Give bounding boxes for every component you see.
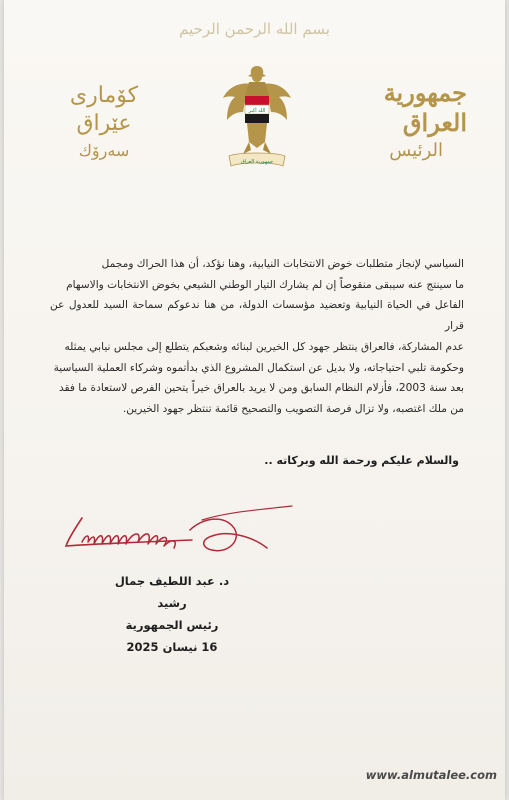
body-line: الفاعل في الحياة النيابية وتعضيد مؤسسات الدولة، من هنا ندعوكم سماحة السيد للعدول عن قرار (50, 299, 464, 333)
body-line: ما سينتج عنه سيبقى منقوصاً إن لم يشارك التيار الوطني الشيعي بخوض الانتخابات والاسهام (66, 278, 464, 291)
handwritten-signature (52, 500, 302, 560)
signatory-title: رئيس الجمهورية (125, 618, 219, 632)
body-line: بعد سنة 2003، فأزلام النظام السابق ومن لا يريد بالعراق خيراً يتحين الفرص لاستعادة ما فقد (58, 382, 464, 395)
basmala-header: بسم الله الرحمن الرحيم (179, 20, 330, 38)
body-line: عدم المشاركة، فالعراق ينتظر جهود كل الخيرين لبنائه وشعبكم يتطلع إلى مجلس نيابي يمثله (64, 340, 464, 353)
letter-body (50, 254, 464, 420)
letterhead-kurdish-president: سەرۆك (78, 141, 130, 160)
iraq-eagle-emblem-icon (219, 62, 295, 184)
closing-greeting: والسلام عليكم ورحمة الله وبركاته .. (264, 454, 459, 467)
signature-block (102, 570, 242, 658)
site-watermark: www.almutalee.com (365, 768, 497, 782)
letterhead-kurdish (44, 82, 164, 164)
scroll-text: جمهورية العراق (240, 159, 274, 165)
body-line: من ملك اغتصبه، ولا تزال فرصة التصويب والتصحيح قائمة تنتظر جهود الخيرين. (122, 402, 464, 415)
letter-date: 16 نيسان 2025 (126, 640, 218, 654)
letter-page (4, 0, 505, 800)
letterhead-arabic (327, 78, 467, 164)
body-line: السياسي لإنجاز متطلبات خوض الانتخابات النيابية، وهنا نؤكد، أن هذا الحراك ومجمل (101, 258, 464, 270)
letterhead-republic: جمهورية العراق (383, 78, 467, 137)
body-line: وحكومة تلبي احتياجاته، ولا بديل عن استكمال المشروع الذي بدأتموه وشركاء العملية السياسية (53, 361, 464, 374)
shield-text: الله أكبر (248, 108, 266, 114)
letterhead-president: الرئيس (389, 140, 443, 161)
signatory-name: د. عبد اللطيف جمال رشيد (114, 574, 230, 610)
letterhead-kurdish-republic: كۆماری عێراق (69, 83, 139, 136)
